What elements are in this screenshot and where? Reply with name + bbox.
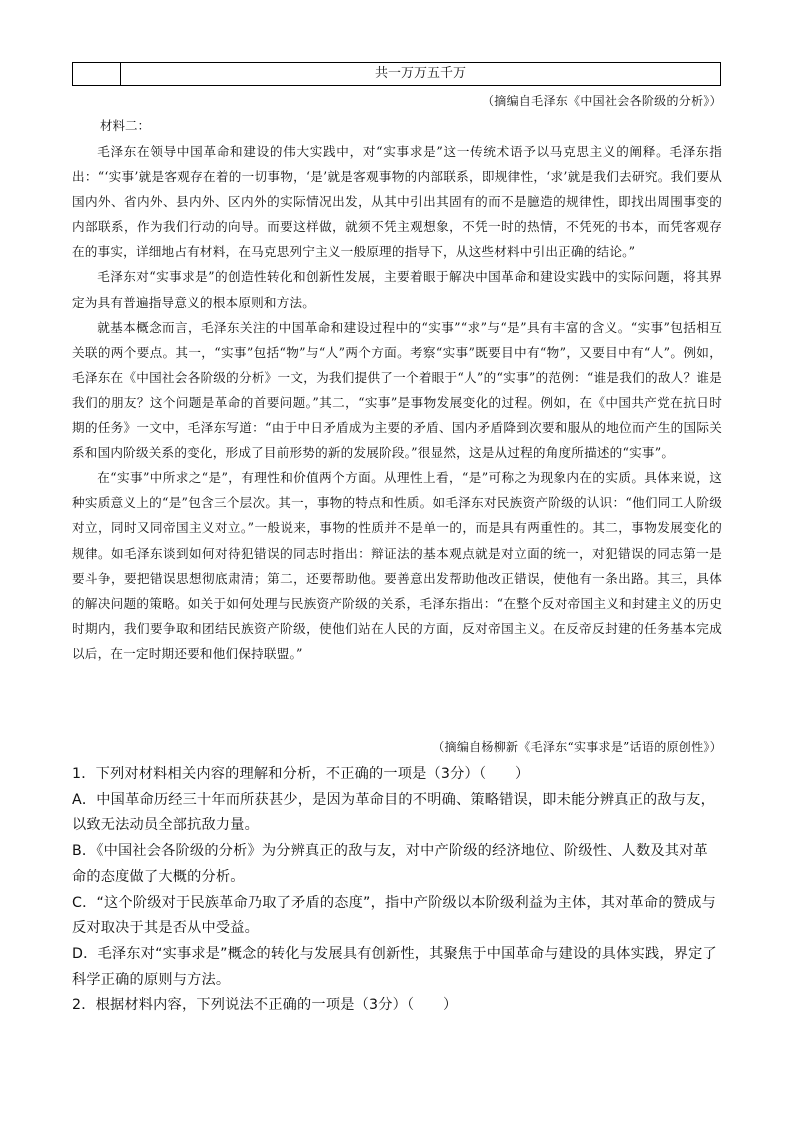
table-empty-cell	[73, 63, 121, 85]
question-2-stem: 2．根据材料内容，下列说法不正确的一项是（3分）（ ）	[72, 997, 458, 1014]
paragraph: 就基本概念而言，毛泽东关注的中国革命和建设过程中的“实事”“求”与“是”具有丰富的含义。“实事”包括相互关联的两个要点。其一，“实事”包括“物”与“人”两个方面。考察“实事”既要目中有“物”，又要目中有“人”。例如，毛泽东在《中国社会各阶级的分析》一文，为我们提供了一个着眼于“人”的“实事”的范例：“谁是我们的敌人？谁是我们的朋友？这个问题是革命的首要问题。”其二，“实事”是事物发展变化的过程。例如，在《中国共产党在抗日时期的任务》一文中，毛泽东写道：“由于中日矛盾成为主要的矛盾、国内矛盾降到次要和服从的地位而产生的国际关系和国内阶级关系的变化，形成了目前形势的新的发展阶段。”很显然，这是从过程的角度所描述的“实事”。	[72, 319, 722, 461]
question-1-option-c: C．“这个阶级对于民族革命乃取了矛盾的态度”，指中产阶级以本阶级利益为主体，其对革命的赞成与反对取决于其是否从中受益。	[72, 894, 716, 937]
source-citation-1: （摘编自毛泽东《中国社会各阶级的分析》）	[481, 94, 722, 108]
paragraph: 毛泽东在领导中国革命和建设的伟大实践中，对“实事求是”这一传统术语予以马克思主义的阐释。毛泽东指出：“‘实事’就是客观存在着的一切事物，‘是’就是客观事物的内部联系，即规律性，‘求’就是我们去研究。我们要从国内外、省内外、县内外、区内外的实际情况出发，从其中引出其固有的而不是臆造的规律性，即找出周围事变的内部联系，作为我们行动的向导。而要这样做，就须不凭主观想象，不凭一时的热情，不凭死的书本，而凭客观存在的事实，详细地占有材料，在马克思列宁主义一般原理的指导下，从这些材料中引出正确的结论。”	[72, 144, 722, 260]
material-2-title: 材料二：	[100, 118, 151, 133]
paragraph: 毛泽东对“实事求是”的创造性转化和创新性发展，主要着眼于解决中国革命和建设实践中的实际问题，将其界定为具有普遍指导意义的根本原则和方法。	[72, 269, 722, 310]
question-1-option-d: D．毛泽东对“实事求是”概念的转化与发展具有创新性，其聚焦于中国革命与建设的具体实践，界定了科学正确的原则与方法。	[72, 945, 717, 988]
questions-block	[72, 762, 722, 1019]
paragraph: 在“实事”中所求之“是”，有理性和价值两个方面。从理性上看，“是”可称之为现象内在的实质。具体来说，这种实质意义上的“是”包含三个层次。其一，事物的特点和性质。如毛泽东对民族资产阶级的认识：“他们同工人阶级对立，同时又同帝国主义对立。”一般说来，事物的性质并不是单一的，而是具有两重性的。其二，事物发展变化的规律。如毛泽东谈到如何对待犯错误的同志时指出：辩证法的基本观点就是对立面的统一，对犯错误的同志第一是要斗争，要把错误思想彻底肃清；第二，还要帮助他。要善意出发帮助他改正错误，使他有一条出路。其三，具体的解决问题的策略。如关于如何处理与民族资产阶级的关系，毛泽东指出：“在整个反对帝国主义和封建主义的历史时期内，我们要争取和团结民族资产阶级，使他们站在人民的方面，反对帝国主义。在反帝反封建的任务基本完成以后，在一定时期还要和他们保持联盟。”	[72, 470, 722, 661]
question-1-option-b: B．《中国社会各阶级的分析》为分辨真正的敌与友，对中产阶级的经济地位、阶级性、人数及其对革命的态度做了大概的分析。	[72, 843, 708, 885]
table-total-cell: 共一万万五千万	[374, 66, 466, 81]
question-1-option-a: A．中国革命历经三十年而所获甚少，是因为革命目的不明确、策略错误，即未能分辨真正的敌与友，以致无法动员全部抗敌力量。	[72, 791, 715, 834]
table-last-row	[72, 62, 721, 86]
source-citation-2: （摘编自杨柳新《毛泽东“实事求是”话语的原创性》）	[432, 740, 722, 754]
material-2-body	[72, 139, 722, 666]
question-1-stem: 1．下列对材料相关内容的理解和分析，不正确的一项是（3分）（ ）	[72, 766, 530, 782]
